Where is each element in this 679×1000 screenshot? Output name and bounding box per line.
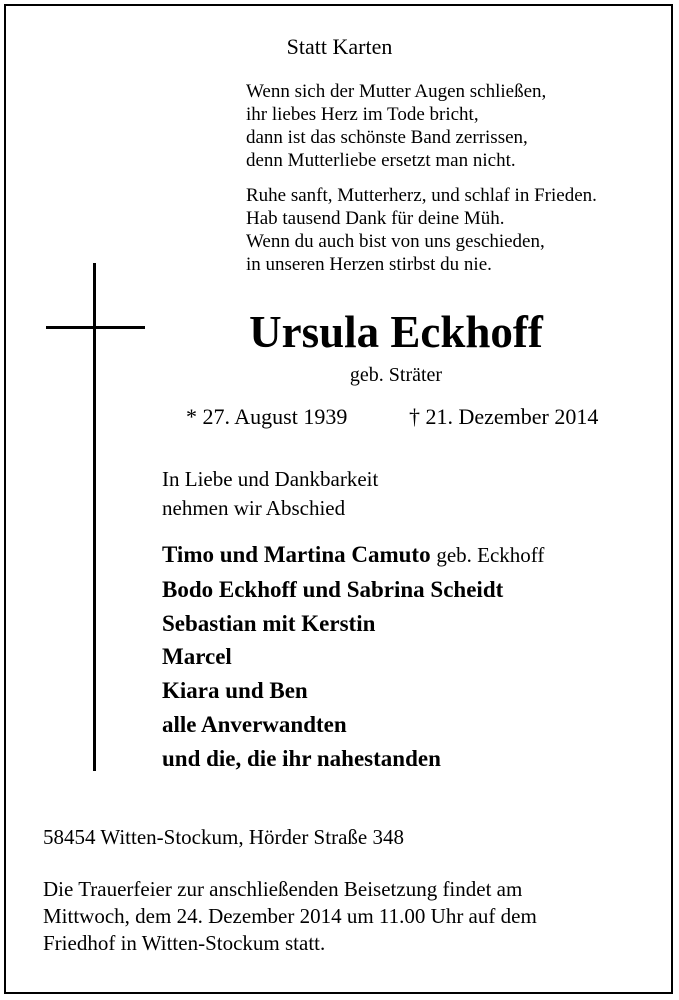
intro-line: In Liebe und Dankbarkeit bbox=[162, 467, 379, 491]
mourner-line: alle Anverwandten bbox=[162, 711, 347, 737]
address: 58454 Witten-Stockum, Hörder Straße 348 bbox=[43, 825, 404, 849]
poem-line: Hab tausend Dank für deine Müh. bbox=[246, 208, 505, 229]
header-statt-karten: Statt Karten bbox=[286, 34, 393, 59]
poem-line: dann ist das schönste Band zerrissen, bbox=[246, 127, 528, 148]
farewell-intro bbox=[162, 465, 378, 523]
poem-stanza-2 bbox=[246, 184, 597, 276]
poem-stanza-1 bbox=[246, 80, 546, 172]
maiden-name: geb. Sträter bbox=[349, 364, 443, 386]
notice-line: Friedhof in Witten-Stockum statt. bbox=[43, 931, 326, 955]
funeral-notice bbox=[43, 876, 537, 957]
deceased-name: Ursula Eckhoff bbox=[249, 307, 543, 357]
mourner-line: Marcel bbox=[162, 644, 232, 670]
death-date: † 21. Dezember 2014 bbox=[409, 404, 599, 429]
mourner-line bbox=[162, 538, 544, 573]
notice-line: Die Trauerfeier zur anschließenden Beisetzung findet am bbox=[43, 877, 523, 901]
poem-line: Ruhe sanft, Mutterherz, und schlaf in Frieden. bbox=[246, 185, 597, 206]
poem-line: Wenn sich der Mutter Augen schließen, bbox=[246, 81, 547, 102]
mourners-list bbox=[162, 538, 544, 776]
poem-line: Wenn du auch bist von uns geschieden, bbox=[246, 231, 545, 252]
poem-line: denn Mutterliebe ersetzt man nicht. bbox=[246, 150, 516, 171]
intro-line: nehmen wir Abschied bbox=[162, 496, 346, 520]
mourner-name: Timo und Martina Camuto bbox=[162, 542, 431, 567]
notice-line: Mittwoch, dem 24. Dezember 2014 um 11.00 Uhr auf dem bbox=[43, 904, 537, 928]
mourner-line: Kiara und Ben bbox=[162, 678, 308, 704]
mourner-line: Sebastian mit Kerstin bbox=[162, 610, 376, 636]
mourner-maiden-name: geb. Eckhoff bbox=[436, 543, 545, 567]
poem-line: in unseren Herzen stirbst du nie. bbox=[246, 254, 492, 275]
mourner-line: Bodo Eckhoff und Sabrina Scheidt bbox=[162, 576, 504, 602]
mourner-line: und die, die ihr nahestanden bbox=[162, 745, 441, 771]
poem-line: ihr liebes Herz im Tode bricht, bbox=[246, 104, 479, 125]
birth-date: * 27. August 1939 bbox=[186, 404, 348, 429]
